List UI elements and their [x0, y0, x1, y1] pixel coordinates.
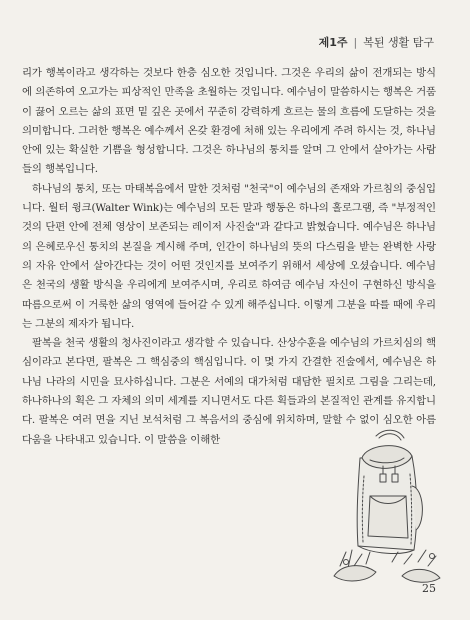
paragraph-2: 하나님의 통치, 또는 마태복음에서 말한 것처럼 "천국"이 예수님의 존재와 가르침의 중심입니다. 월터 윙크(Walter Wink)는 예수님의 모든 말과 행동은 하나의 홀로그램, 즉 "부정적인 것의 단편 안에 전체 영상이 보존되는 레이저 사진술"과 같다고 밝혔습니다. 예수님은 하나님의 은혜로우신 통치의 본질을 계시해 주며, 인간이 하나님의 뜻의 다스림을 받는 완벽한 사랑의 자유 안에서 살아간다는 것이 어떤 것인지를 보여주기 위해서 세상에 오셨습니다. 예수님은 천국의 생활 방식을 우리에게 보여주시며, 우리로 하여금 예수님 자신이 구현하신 방식을 따름으로써 이 거룩한 삶의 영역에 들어갈 수 있게 해주십니다. 이렇게 그분을 따를 때에 우리는 그분의 제자가 됩니다. — [22, 182, 436, 330]
paragraph-3: 팔복을 천국 생활의 청사진이라고 생각할 수 있습니다. 산상수훈을 예수님의 가르치심의 핵심이라고 본다면, 팔복은 그 핵심중의 핵심입니다. 이 몇 가지 간결한 진술에서, 예수님은 하나님 나라의 시민을 묘사하십니다. 그분은 서예의 대가처럼 대담한 필치로 그림을 그리는데, 하나하나의 획은 그 자체의 의미 세계를 지니면서도 다른 획들과의 본질적인 관계를 유지합니다. 팔복은 여러 면을 지닌 보석처럼 그 복음서의 중심에 위치하며, 말할 수 없이 심오한 아름다움을 나타내고 있습니다. 이 말씀을 이해한 — [22, 337, 436, 446]
paragraph-1: 리가 행복이라고 생각하는 것보다 한층 심오한 것입니다. 그것은 우리의 삶이 전개되는 방식에 의존하여 오고가는 피상적인 만족을 초월하는 것입니다. 예수님이 말씀하시는 행복은 거품이 끓어 오르는 삶의 표면 밑 깊은 곳에서 꾸준히 강력하게 흐르는 물의 흐름에 도달하는 것을 의미합니다. 그러한 행복은 예수께서 온갖 환경에 처해 있는 우리에게 주려 하시는 것, 하나님 안에 있는 확실한 기쁨을 형성합니다. 그것은 하나님의 통치를 알며 그 안에서 살아가는 사람들의 행복입니다. — [22, 67, 436, 176]
running-header — [319, 34, 434, 50]
backpack-icon — [332, 426, 444, 588]
header-separator: | — [353, 35, 358, 49]
body-text — [22, 64, 436, 450]
page-number: 25 — [422, 582, 436, 595]
chapter-title: 복된 생활 탐구 — [363, 36, 434, 49]
chapter-label: 제1주 — [318, 36, 348, 49]
